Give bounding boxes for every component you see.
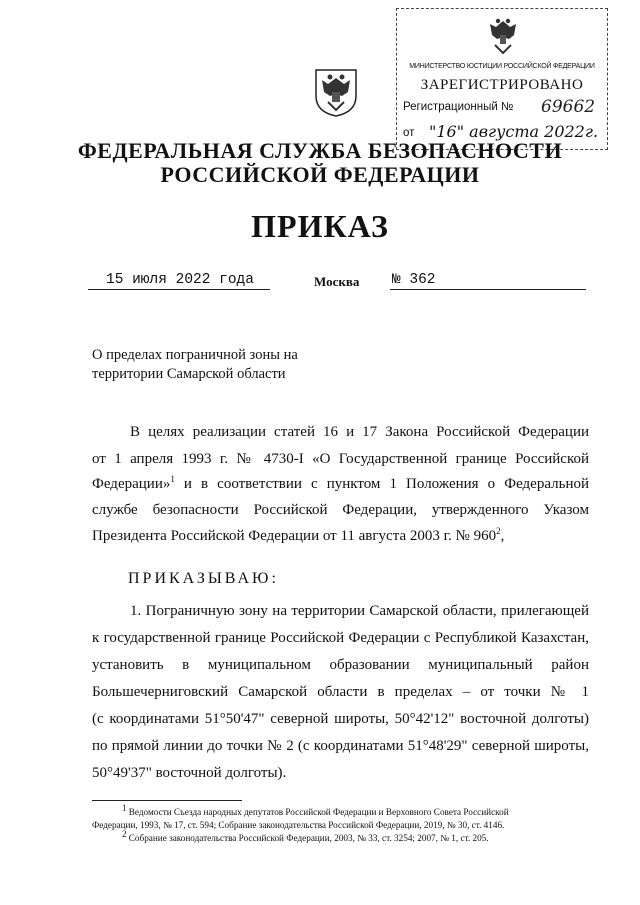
clause-line3: установить в муниципальном образовании муниципальный район xyxy=(92,657,589,673)
footnote-rule xyxy=(92,800,242,801)
registration-stamp xyxy=(396,8,608,150)
footnote-2 xyxy=(92,828,589,844)
footnote-2-text: Собрание законодательства Российской Федерации, 2003, № 33, ст. 3254; 2007, № 1, ст. 205. xyxy=(128,833,489,843)
stamp-emblem-icon xyxy=(483,15,523,59)
footnote-1-text-a: Ведомости Съезда народных депутатов Российской Федерации и Верховного Совета Российской xyxy=(128,807,509,817)
subject-line2: территории Самарской области xyxy=(92,366,286,382)
clause-line7: 50°49'37" восточной долготы). xyxy=(92,765,287,781)
footnote-mark-2: 2 xyxy=(122,828,127,839)
clause-line1: 1. Пограничную зону на территории Самарской области, прилегающей xyxy=(130,603,589,619)
subject-line1: О пределах пограничной зоны на xyxy=(92,347,298,363)
preamble-line1: В целях реализации статей 16 и 17 Закона Российской Федерации xyxy=(130,424,589,440)
preamble-line3b: и в соответствии с пунктом 1 Положения о Федеральной xyxy=(174,476,589,492)
footnote-1-line1 xyxy=(92,802,589,818)
number-underline xyxy=(390,289,586,290)
document-type-title: ПРИКАЗ xyxy=(251,208,389,244)
footnote-ref-2: 2 xyxy=(496,526,501,536)
preamble-line4: службе безопасности Российской Федерации, утвержденного Указом xyxy=(92,502,589,518)
agency-name-line2: РОССИЙСКОЙ ФЕДЕРАЦИИ xyxy=(160,162,480,187)
stamp-ministry: МИНИСТЕРСТВО ЮСТИЦИИ РОССИЙСКОЙ ФЕДЕРАЦИИ xyxy=(409,63,595,70)
preamble-line5a: Президента Российской Федерации от 11 августа 2003 г. № 960 xyxy=(92,528,497,544)
stamp-registered: ЗАРЕГИСТРИРОВАНО xyxy=(420,77,584,93)
preamble-line5b: , xyxy=(500,528,505,544)
stamp-reg-number: 69662 xyxy=(541,97,596,117)
order-number: № 362 xyxy=(392,272,436,288)
order-city: Москва xyxy=(314,274,360,289)
order-subject xyxy=(92,346,392,384)
preamble-line5 xyxy=(92,528,504,545)
clause-line5: (с координатами 51°50'47" северной широты, 50°42'12" восточной долготы) xyxy=(92,711,589,727)
preamble-line3a: Федерации» xyxy=(92,476,171,492)
agency-name-line1: ФЕДЕРАЛЬНАЯ СЛУЖБА БЕЗОПАСНОСТИ xyxy=(77,138,563,163)
footnote-1-line2: Федерации, 1993, № 17, ст. 594; Собрание законодательства Российской Федерации, 2019, № 30, ст. 4146. xyxy=(92,820,505,830)
order-word: ПРИКАЗЫВАЮ: xyxy=(128,570,279,587)
clause-line6: по прямой линии до точки № 2 (с координатами 51°48'29" северной широты, xyxy=(92,738,589,754)
stamp-date-label: от xyxy=(403,127,415,139)
clause-line2: к государственной границе Российской Федерации с Республикой Казахстан, xyxy=(92,630,589,646)
coat-of-arms-emblem xyxy=(312,66,360,118)
order-date: 15 июля 2022 года xyxy=(106,272,254,288)
footnote-ref-1: 1 xyxy=(170,474,175,484)
date-underline xyxy=(88,289,270,290)
stamp-date-value: "16" августа 2022г. xyxy=(429,122,599,141)
clause-line4: Большечерниговский Самарской области в пределах – от точки № 1 xyxy=(92,684,589,700)
preamble-line2: от 1 апреля 1993 г. № 4730-I «О Государственной границе Российской xyxy=(92,451,589,467)
preamble-line3 xyxy=(92,476,589,493)
footnote-mark-1: 1 xyxy=(122,802,127,813)
stamp-reg-label: Регистрационный № xyxy=(403,101,514,113)
